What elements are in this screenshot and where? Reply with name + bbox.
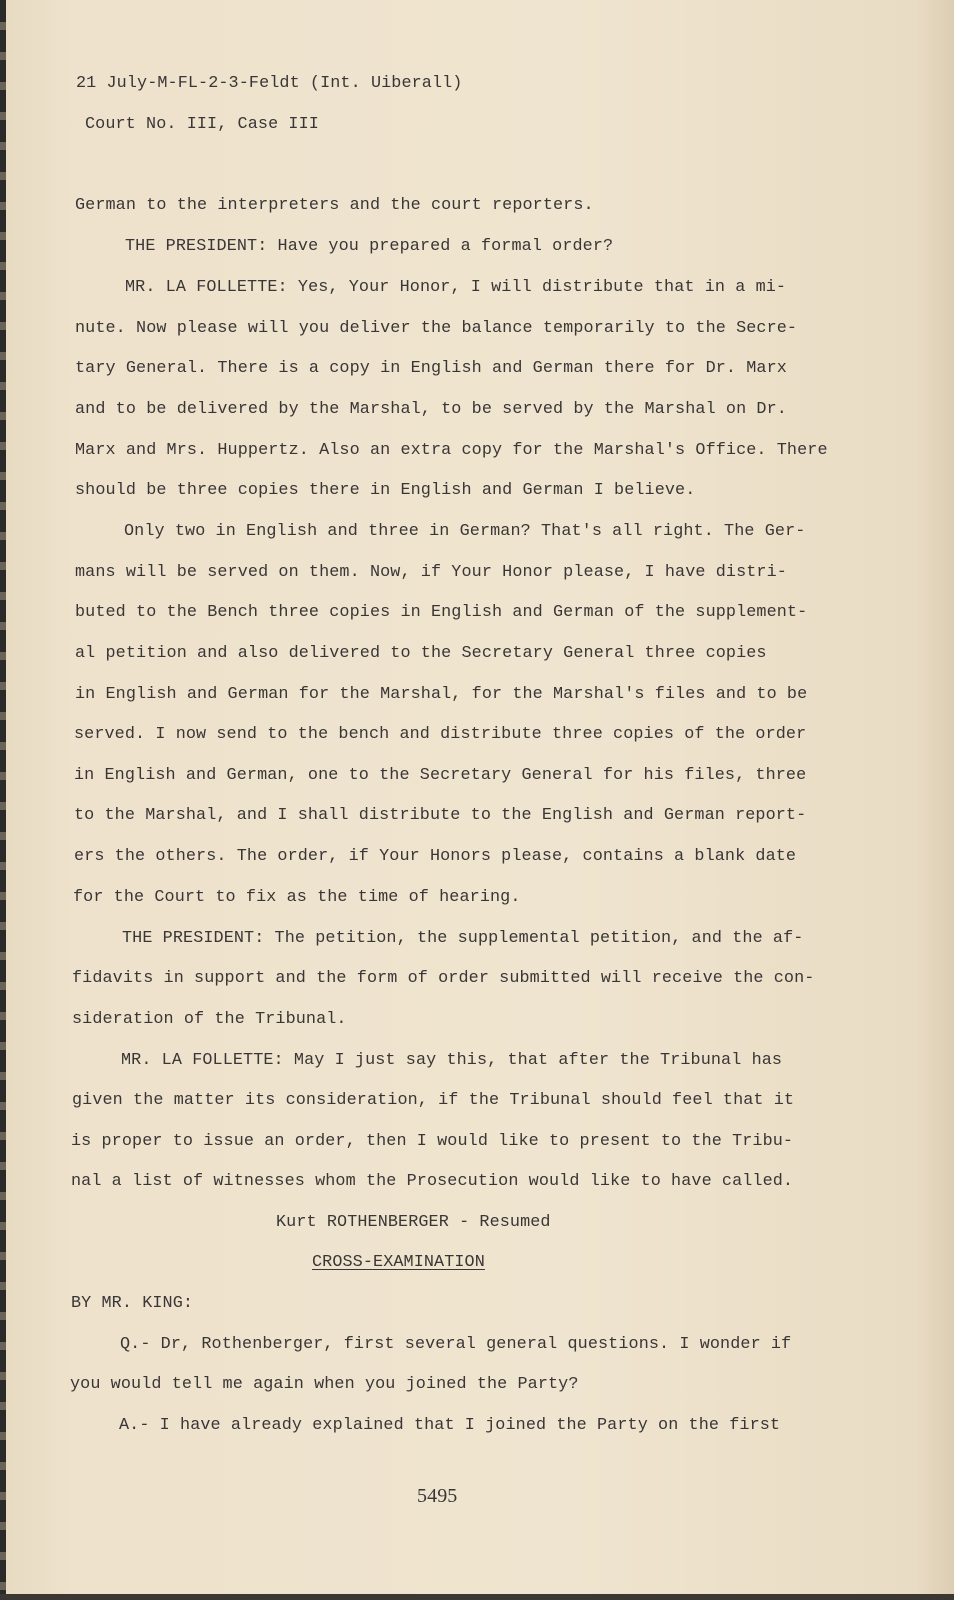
header-court-line: Court No. III, Case III [85,115,319,134]
page-number: 5495 [417,1485,458,1507]
transcript-line: to the Marshal, and I shall distribute to the English and German report- [74,806,807,825]
page-bottom-edge [0,1594,954,1600]
examiner-line: BY MR. KING: [71,1294,194,1313]
transcript-line: served. I now send to the bench and distribute three copies of the order [74,725,807,744]
section-heading: CROSS-EXAMINATION [312,1253,485,1272]
transcript-line: MR. LA FOLLETTE: May I just say this, that after the Tribunal has [121,1051,783,1070]
transcript-line: THE PRESIDENT: Have you prepared a formal order? [125,237,614,256]
transcript-line: Only two in English and three in German? That's all right. The Ger- [124,522,806,541]
transcript-line: Marx and Mrs. Huppertz. Also an extra copy for the Marshal's Office. There [75,441,828,460]
transcript-line: tary General. There is a copy in English and German there for Dr. Marx [75,359,787,378]
witness-heading: Kurt ROTHENBERGER - Resumed [276,1213,551,1232]
transcript-line: THE PRESIDENT: The petition, the supplemental petition, and the af- [122,929,804,948]
transcript-line: German to the interpreters and the court reporters. [75,196,594,215]
transcript-line: fidavits in support and the form of order submitted will receive the con- [72,969,815,988]
transcript-line: mans will be served on them. Now, if Your Honor please, I have distri- [75,563,787,582]
question-line: you would tell me again when you joined the Party? [70,1375,579,1394]
page-left-edge [0,0,6,1600]
transcript-line: in English and German for the Marshal, for the Marshal's files and to be [75,685,808,704]
header-session-line: 21 July-M-FL-2-3-Feldt (Int. Uiberall) [76,74,463,93]
transcript-line: nute. Now please will you deliver the balance temporarily to the Secre- [75,319,798,338]
transcript-line: buted to the Bench three copies in English and German of the supplement- [75,603,808,622]
transcript-line: in English and German, one to the Secretary General for his files, three [74,766,807,785]
transcript-line: should be three copies there in English and German I believe. [75,481,696,500]
transcript-line: is proper to issue an order, then I would like to present to the Tribu- [71,1132,794,1151]
question-line: Q.- Dr, Rothenberger, first several general questions. I wonder if [120,1335,792,1354]
transcript-line: given the matter its consideration, if the Tribunal should feel that it [72,1091,795,1110]
transcript-line: sideration of the Tribunal. [72,1010,347,1029]
transcript-line: al petition and also delivered to the Secretary General three copies [75,644,767,663]
transcript-line: nal a list of witnesses whom the Prosecution would like to have called. [71,1172,794,1191]
transcript-line: for the Court to fix as the time of hearing. [73,888,521,907]
transcript-line: MR. LA FOLLETTE: Yes, Your Honor, I will distribute that in a mi- [125,278,787,297]
answer-line: A.- I have already explained that I joined the Party on the first [119,1416,781,1435]
transcript-line: ers the others. The order, if Your Honors please, contains a blank date [74,847,797,866]
transcript-line: and to be delivered by the Marshal, to be served by the Marshal on Dr. [75,400,787,419]
